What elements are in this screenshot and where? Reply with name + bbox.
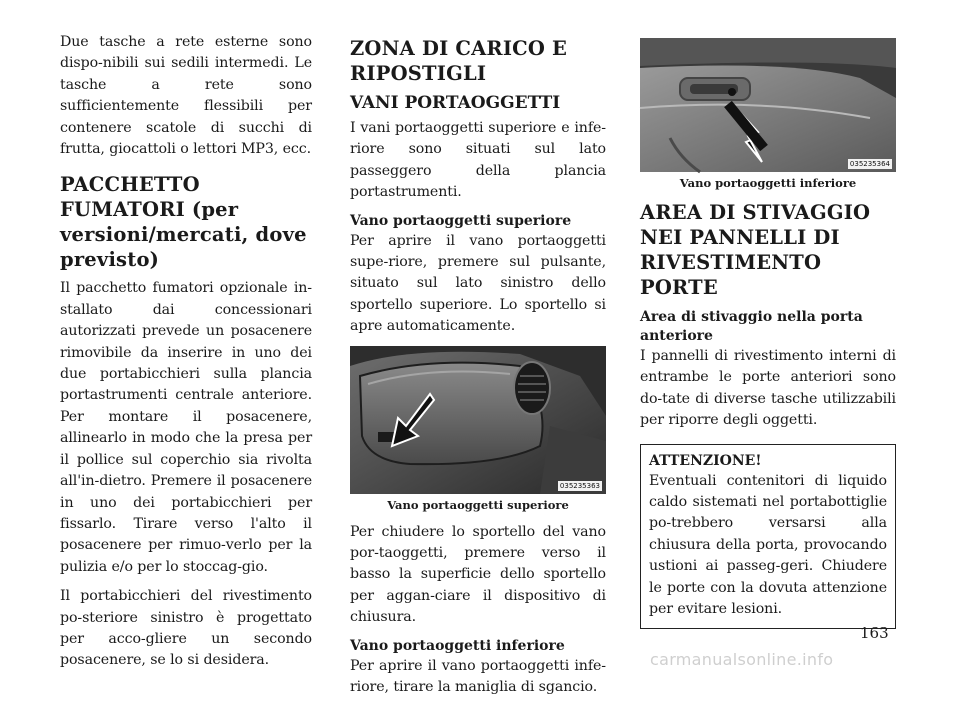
figure-upper-glove-box xyxy=(350,346,606,494)
watermark: carmanualsonline.info xyxy=(650,650,834,669)
heading-cargo-storage: ZONA DI CARICO E RIPOSTIGLI xyxy=(350,37,568,85)
warning-title: ATTENZIONE! xyxy=(649,452,762,469)
paragraph-rear-cupholder: Il portabicchieri del rivestimento po-steriore sinistro è progettato per acco-gliere un secondo posacenere, se lo si desidera. xyxy=(60,588,312,669)
upper-glove-box-illustration xyxy=(350,346,606,494)
heading-door-storage: AREA DI STIVAGGIO NEI PANNELLI DI RIVESTIMENTO PORTE xyxy=(640,201,871,299)
page-number: 163 xyxy=(860,624,889,642)
warning-text: Eventuali contenitori di liquido caldo sistemati nel portabottiglie po-trebbero versarsi alla chiusura della porta, provocando ustioni ai passeg-geri. Chiudere le porte con la dovuta attenzione per evitare lesioni. xyxy=(649,472,887,618)
subheading-upper-glove-box: Vano portaoggetti superiore xyxy=(350,212,572,229)
paragraph-mesh-pockets: Due tasche a rete esterne sono dispo-nibili sui sedili intermedi. Le tasche a rete sono sufficientemente flessibili per contenere scatole di succhi di frutta, giocattoli o lettori MP3, ecc. xyxy=(60,34,312,158)
column-left xyxy=(60,32,312,680)
paragraph-door-pockets: I pannelli di rivestimento interni di entrambe le porte anteriori sono do-tate di diverse tasche utilizzabili per riporre degli oggetti. xyxy=(640,348,896,429)
warning-box xyxy=(640,444,896,630)
figure-code: 035235363 xyxy=(559,481,600,490)
column-right xyxy=(640,38,896,629)
lower-glove-box-illustration xyxy=(640,38,896,172)
subheading-lower-glove-box: Vano portaoggetti inferiore xyxy=(350,637,565,654)
heading-glove-boxes: VANI PORTAOGGETTI xyxy=(350,93,561,113)
paragraph-close-door: Per chiudere lo sportello del vano por-taoggetti, premere verso il basso la superficie dello sportello per aggan-ciare il dispositivo di chiusura. xyxy=(350,523,606,626)
paragraph-glove-location: I vani portaoggetti superiore e infe-riore sono situati sul lato passeggero della plancia portastrumenti. xyxy=(350,120,606,201)
heading-smoker-package: PACCHETTO FUMATORI (per versioni/mercati, dove previsto) xyxy=(60,173,307,272)
figure-lower-glove-box xyxy=(640,38,896,172)
paragraph-lower-open: Per aprire il vano portaoggetti infe-riore, tirare la maniglia di sgancio. xyxy=(350,657,606,696)
caption-upper-glove-box: Vano portaoggetti superiore xyxy=(387,497,569,512)
subheading-front-door-storage: Area di stivaggio nella porta anteriore xyxy=(640,309,863,344)
paragraph-upper-open: Per aprire il vano portaoggetti supe-riore, premere sul pulsante, situato sul lato sinistro dello sportello superiore. Lo sportello si apre automaticamente. xyxy=(350,232,606,335)
caption-lower-glove-box: Vano portaoggetti inferiore xyxy=(679,176,857,190)
figure-code: 035235364 xyxy=(849,160,890,168)
column-middle xyxy=(350,32,606,707)
paragraph-smoker-package: Il pacchetto fumatori opzionale in-stallato dai concessionari autorizzati prevede un posacenere rimovibile da inserire in uno dei due portabicchieri sulla plancia portastrumenti centrale anteriore. Per montare il posacenere, allinearlo in modo che la presa per il pollice sul coperchio sia rivolta all'in-dietro. Premere il posacenere in uno dei portabicchieri per fissarlo. Tirare verso l'alto il posacenere per rimuo-verlo per la pulizia e/o per lo stoccag-gio. xyxy=(60,280,312,575)
